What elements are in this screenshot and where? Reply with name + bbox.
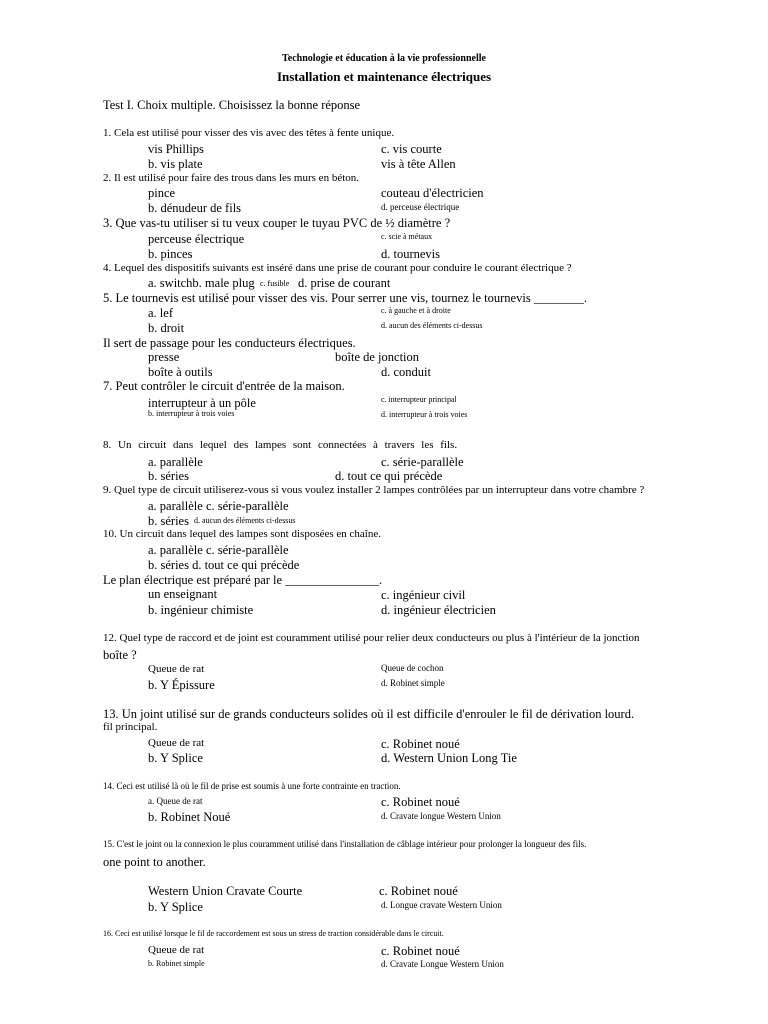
q9-option-b: b. séries	[148, 514, 189, 528]
subject-heading: Technologie et éducation à la vie professionnelle	[282, 53, 486, 64]
q12-option-a: Queue de rat	[148, 663, 205, 675]
question-12-stem-continued: boîte ?	[103, 648, 137, 662]
q16-option-c: c. Robinet noué	[381, 944, 460, 958]
question-16-stem: 16. Ceci est utilisé lorsque le fil de raccordement est sous un stress de traction considérable dans le circuit.	[103, 929, 444, 938]
q13-option-c: c. Robinet noué	[381, 737, 460, 751]
question-8-stem: 8. Un circuit dans lequel des lampes sont connectées à travers les fils.	[103, 439, 458, 451]
q3-option-a: perceuse électrique	[148, 232, 245, 246]
q14-option-a: a. Queue de rat	[148, 796, 203, 806]
q8-option-b: b. séries	[148, 469, 189, 483]
q16-option-b: b. Robinet simple	[148, 959, 205, 968]
q15-option-d: d. Longue cravate Western Union	[381, 900, 502, 910]
q14-option-b: b. Robinet Noué	[148, 810, 231, 824]
q10-options-ac: a. parallèle c. série-parallèle	[148, 543, 289, 557]
q11-option-c: c. ingénieur civil	[381, 588, 466, 602]
q9-options-ac: a. parallèle c. série-parallèle	[148, 499, 289, 513]
question-2-stem: 2. Il est utilisé pour faire des trous dans les murs en béton.	[103, 172, 360, 184]
question-1-stem: 1. Cela est utilisé pour visser des vis avec des têtes à fente unique.	[103, 127, 395, 139]
question-9-stem: 9. Quel type de circuit utiliserez-vous si vous voulez installer 2 lampes contrôlées par un interrupteur dans votre chambre ?	[103, 484, 645, 496]
q2-option-b: b. dénudeur de fils	[148, 201, 242, 215]
q11-option-a: un enseignant	[148, 587, 218, 601]
question-11-stem: Le plan électrique est préparé par le _______________.	[103, 573, 383, 587]
q5-option-d: d. aucun des éléments ci-dessus	[381, 321, 483, 330]
q1-option-c: c. vis courte	[381, 142, 442, 156]
q11-option-d: d. ingénieur électricien	[381, 603, 496, 617]
q6-option-b: boîte à outils	[148, 365, 213, 379]
q14-option-d: d. Cravate longue Western Union	[381, 811, 501, 821]
q4-option-ab: a. switchb. male plug	[148, 276, 255, 290]
question-10-stem: 10. Un circuit dans lequel des lampes sont disposées en chaîne.	[103, 528, 381, 540]
q15-option-b: b. Y Splice	[148, 900, 203, 914]
q7-option-a: interrupteur à un pôle	[148, 396, 256, 410]
q15-option-a: Western Union Cravate Courte	[148, 884, 303, 898]
q15-option-c: c. Robinet noué	[379, 884, 458, 898]
q1-option-d: vis à tête Allen	[381, 157, 456, 171]
q16-option-d: d. Cravate Longue Western Union	[381, 959, 504, 969]
q6-option-a: presse	[148, 350, 180, 364]
q12-option-b: b. Y Épissure	[148, 678, 215, 692]
q8-option-c: c. série-parallèle	[381, 455, 464, 469]
q7-option-c: c. interrupteur principal	[381, 395, 457, 404]
test-heading: Test I. Choix multiple. Choisissez la bonne réponse	[103, 98, 361, 112]
question-13-stem: 13. Un joint utilisé sur de grands conducteurs solides où il est difficile d'enrouler le fil de dérivation lourd.	[103, 707, 635, 721]
q3-option-d: d. tournevis	[381, 247, 441, 261]
q13-option-b: b. Y Splice	[148, 751, 203, 765]
question-13-stem-continued: fil principal.	[103, 721, 158, 733]
question-15-stem-continued: one point to another.	[103, 855, 206, 869]
q1-option-b: b. vis plate	[148, 157, 203, 171]
q12-option-d: d. Robinet simple	[381, 678, 445, 688]
question-6-stem: Il sert de passage pour les conducteurs électriques.	[103, 336, 356, 350]
question-7-stem: 7. Peut contrôler le circuit d'entrée de la maison.	[103, 379, 345, 393]
q6-option-d: d. conduit	[381, 365, 431, 379]
q8-option-a: a. parallèle	[148, 455, 203, 469]
q16-option-a: Queue de rat	[148, 944, 205, 956]
question-5-stem: 5. Le tournevis est utilisé pour visser des vis. Pour serrer une vis, tournez le tournevis ________.	[103, 291, 587, 305]
q3-option-c: c. scie à métaux	[381, 232, 433, 241]
q7-option-b: b. interrupteur à trois voies	[148, 409, 235, 418]
q4-option-d: d. prise de courant	[298, 276, 391, 290]
q11-option-b: b. ingénieur chimiste	[148, 603, 254, 617]
question-3-stem: 3. Que vas-tu utiliser si tu veux couper le tuyau PVC de ½ diamètre ?	[103, 216, 451, 230]
q14-option-c: c. Robinet noué	[381, 795, 460, 809]
question-4-stem: 4. Lequel des dispositifs suivants est inséré dans une prise de courant pour conduire le courant électrique ?	[103, 262, 572, 274]
q5-option-c: c. à gauche et à droite	[381, 306, 451, 315]
question-14-stem: 14. Ceci est utilisé là où le fil de prise est soumis à une forte contrainte en traction.	[103, 781, 401, 791]
q2-option-c: couteau d'électricien	[381, 186, 484, 200]
q5-option-a: a. lef	[148, 306, 173, 320]
q7-option-d: d. interrupteur à trois voies	[381, 410, 468, 419]
q13-option-a: Queue de rat	[148, 737, 205, 749]
q4-option-c: c. fusible	[260, 279, 290, 288]
question-15-stem: 15. C'est le joint ou la connexion le plus couramment utilisé dans l'installation de câblage intérieur pour prolonger la longueur des fils.	[103, 839, 587, 849]
q5-option-b: b. droit	[148, 321, 185, 335]
q9-option-d: d. aucun des éléments ci-dessus	[194, 516, 296, 525]
q2-option-d: d. perceuse électrique	[381, 202, 460, 212]
q8-option-d: d. tout ce qui précède	[335, 469, 443, 483]
q3-option-b: b. pinces	[148, 247, 193, 261]
q10-options-bd: b. séries d. tout ce qui précède	[148, 558, 300, 572]
q6-option-c: boîte de jonction	[335, 350, 420, 364]
document-title: Installation et maintenance électriques	[276, 69, 492, 84]
q2-option-a: pince	[148, 186, 176, 200]
question-12-stem: 12. Quel type de raccord et de joint est couramment utilisé pour relier deux conducteurs ou plus à l'intérieur de la jonction	[103, 632, 640, 644]
q12-option-c: Queue de cochon	[381, 663, 444, 673]
q13-option-d: d. Western Union Long Tie	[381, 751, 517, 765]
q1-option-a: vis Phillips	[148, 142, 204, 156]
